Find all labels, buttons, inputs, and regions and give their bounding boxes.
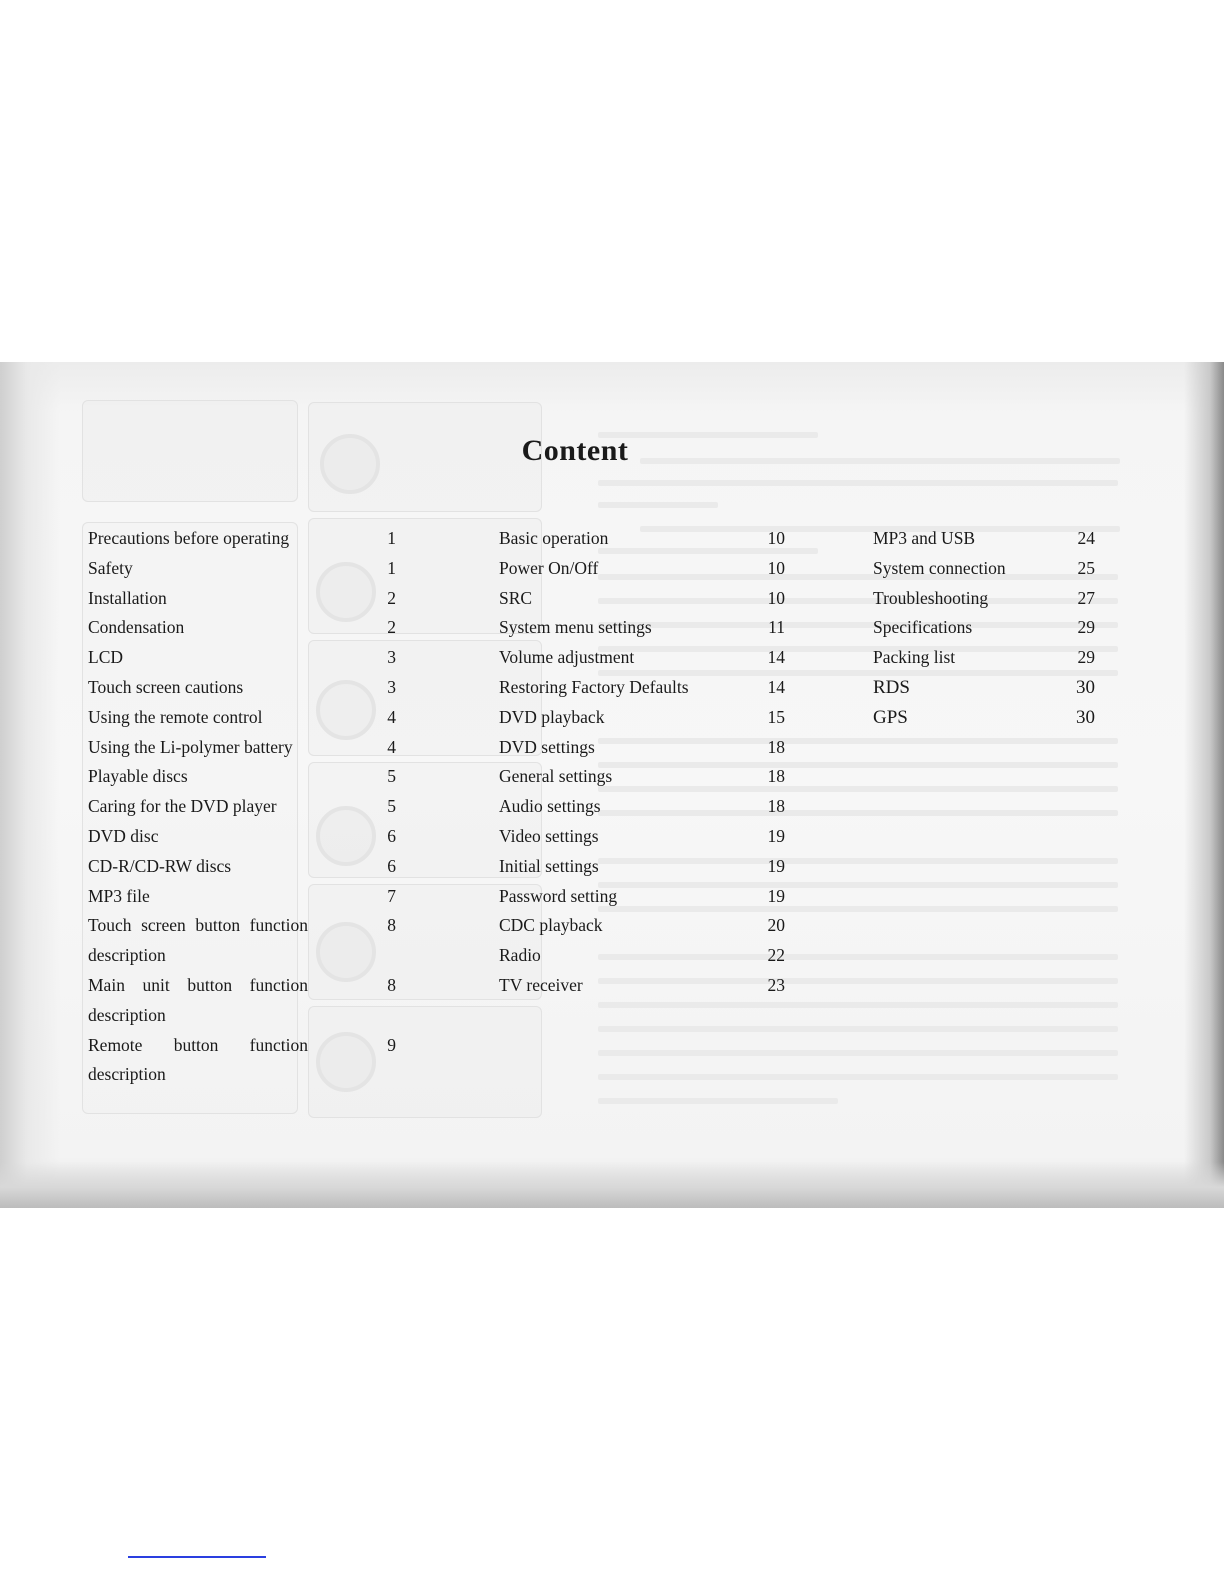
toc-entry[interactable]: [873, 584, 1095, 614]
toc-entry-page: 18: [767, 796, 785, 817]
toc-entry-label: System connection: [873, 557, 1006, 578]
toc-entry-label: Basic operation: [499, 528, 609, 548]
toc-entry-page: 9: [387, 1034, 396, 1055]
toc-entry-page: 14: [767, 676, 785, 697]
toc-entry-page: 3: [387, 676, 396, 697]
toc-entry-page: 30: [1076, 706, 1095, 728]
toc-entry-page: 1: [387, 557, 396, 578]
page-right-shadow: [1184, 362, 1224, 1208]
toc-entry-word: function: [249, 915, 308, 936]
toc-entry[interactable]: [88, 852, 408, 882]
toc-entry-label: Playable discs: [88, 766, 188, 787]
toc-entry-label: Volume adjustment: [499, 647, 635, 668]
toc-entry-label: [88, 911, 308, 941]
toc-entry-page: 18: [767, 736, 785, 757]
toc-entry-page: 29: [1077, 617, 1095, 638]
toc-entry-word: screen: [141, 915, 186, 936]
toc-entry-word: unit: [142, 974, 170, 995]
toc-entry-label: System menu settings: [499, 617, 652, 638]
toc-entry[interactable]: [88, 584, 408, 614]
toc-entry-label: Packing list: [873, 647, 956, 668]
toc-column-right: [873, 524, 1095, 733]
toc-entry[interactable]: [873, 673, 1095, 703]
toc-entry-label: Password setting: [499, 885, 618, 906]
toc-entry[interactable]: [88, 673, 408, 703]
toc-entry-page: 6: [387, 855, 396, 876]
toc-entry-label: Touch screen cautions: [88, 676, 244, 697]
toc-entry-label: TV receiver: [499, 974, 583, 995]
bleed-through-text: [598, 1074, 1118, 1080]
toc-entry-page: 30: [1076, 676, 1095, 698]
toc-entry-page: 23: [767, 974, 785, 995]
toc-entry-label: Specifications: [873, 617, 973, 638]
toc-entry[interactable]: [873, 524, 1095, 554]
toc-entry-label: [88, 971, 308, 1001]
toc-entry-label: Restoring Factory Defaults: [499, 676, 689, 697]
toc-entry-page: 10: [767, 528, 785, 548]
toc-entry-word: button: [187, 974, 233, 995]
toc-entry-label: description: [88, 1004, 166, 1025]
toc-entry-word: function: [249, 1034, 308, 1055]
bleed-through-text: [598, 1026, 1118, 1032]
toc-entry-label: MP3 file: [88, 885, 150, 906]
toc-entry[interactable]: [88, 882, 408, 912]
toc-entry-page: 19: [767, 825, 785, 846]
toc-entry-page: 22: [767, 945, 785, 966]
toc-entry-page: 8: [387, 915, 396, 936]
toc-entry-label: Troubleshooting: [873, 587, 989, 608]
toc-entry[interactable]: [499, 941, 795, 971]
toc-entry[interactable]: [499, 524, 795, 554]
toc-entry-page: 3: [387, 647, 396, 668]
toc-entry-continuation[interactable]: [88, 941, 408, 971]
toc-entry[interactable]: [873, 554, 1095, 584]
toc-entry[interactable]: [499, 792, 795, 822]
toc-entry-label: GPS: [873, 706, 908, 728]
toc-entry-label: General settings: [499, 766, 613, 787]
page-bottom-shadow: [0, 1162, 1224, 1208]
toc-entry-label: DVD playback: [499, 706, 605, 727]
toc-entry[interactable]: [88, 1031, 408, 1061]
toc-entry[interactable]: [499, 643, 795, 673]
toc-entry-page: 5: [387, 766, 396, 787]
toc-entry-continuation[interactable]: [88, 1060, 408, 1090]
toc-entry-page: 7: [387, 885, 396, 906]
page-left-shadow: [0, 362, 60, 1208]
toc-entry[interactable]: [499, 673, 795, 703]
page-title: Content: [521, 434, 629, 467]
toc-entry[interactable]: [88, 643, 408, 673]
toc-entry-label: CDC playback: [499, 915, 603, 936]
toc-entry[interactable]: [88, 613, 408, 643]
toc-entry-label: Using the remote control: [88, 706, 263, 727]
toc-entry[interactable]: [873, 643, 1095, 673]
toc-entry-continuation[interactable]: [88, 1001, 408, 1031]
toc-entry[interactable]: [88, 554, 408, 584]
toc-entry[interactable]: [88, 703, 408, 733]
toc-entry-label: Audio settings: [499, 796, 601, 817]
bleed-through-text: [598, 1050, 1118, 1056]
toc-entry-label: RDS: [873, 676, 910, 698]
toc-entry-page: 15: [767, 706, 785, 727]
toc-entry-label: MP3 and USB: [873, 528, 976, 548]
toc-entry-word: Main: [88, 974, 125, 995]
bleed-through-text: [598, 1002, 1118, 1008]
toc-entry-label: [88, 1031, 308, 1061]
toc-entry-page: 29: [1077, 647, 1095, 668]
toc-entry-page: 19: [767, 855, 785, 876]
toc-entry[interactable]: [499, 584, 795, 614]
toc-entry[interactable]: [88, 762, 408, 792]
toc-entry-page: 1: [387, 528, 396, 548]
toc-entry-word: function: [249, 974, 308, 995]
toc-entry-label: Using the Li-polymer battery: [88, 736, 293, 757]
toc-entry-page: 4: [387, 706, 396, 727]
toc-entry[interactable]: [499, 822, 795, 852]
toc-entry[interactable]: [88, 524, 408, 554]
toc-entry[interactable]: [499, 554, 795, 584]
toc-entry[interactable]: [499, 971, 795, 1001]
toc-entry-page: 11: [768, 617, 785, 638]
toc-entry-page: 8: [387, 974, 396, 995]
toc-entry-label: Initial settings: [499, 855, 599, 876]
toc-entry-label: CD-R/CD-RW discs: [88, 855, 232, 876]
toc-entry-label: DVD settings: [499, 736, 595, 757]
toc-entry-page: 25: [1077, 557, 1095, 578]
toc-entry-page: 10: [767, 587, 785, 608]
toc-entry-page: 19: [767, 885, 785, 906]
toc-entry-word: button: [173, 1034, 219, 1055]
toc-column-left: [88, 524, 408, 1090]
toc-entry-label: Radio: [499, 945, 541, 966]
toc-entry-page: 2: [387, 587, 396, 608]
bleed-through-box: [82, 400, 298, 502]
toc-entry-label: Precautions before operating: [88, 528, 290, 548]
toc-entry[interactable]: [88, 911, 408, 941]
toc-entry-page: 14: [767, 647, 785, 668]
toc-entry[interactable]: [499, 852, 795, 882]
toc-entry[interactable]: [499, 613, 795, 643]
toc-entry[interactable]: [499, 911, 795, 941]
bleed-through-text: [598, 1098, 838, 1104]
prohibition-icon: [320, 434, 380, 494]
toc-entry-word: Remote: [88, 1034, 143, 1055]
footer-underline: [128, 1556, 266, 1558]
toc-entry-label: Video settings: [499, 825, 599, 846]
toc-entry-label: SRC: [499, 587, 533, 608]
toc-entry-word: Touch: [88, 915, 132, 936]
toc-entry-page: 4: [387, 736, 396, 757]
toc-entry-label: DVD disc: [88, 825, 159, 846]
toc-entry[interactable]: [499, 703, 795, 733]
toc-entry-label: Caring for the DVD player: [88, 796, 277, 817]
bleed-through-text: [598, 502, 718, 508]
toc-entry-label: Power On/Off: [499, 557, 599, 578]
toc-entry-page: 5: [387, 796, 396, 817]
toc-entry-label: description: [88, 945, 166, 966]
bleed-through-text: [598, 480, 1118, 486]
toc-entry-word: button: [195, 915, 241, 936]
toc-entry[interactable]: [88, 792, 408, 822]
toc-entry-page: 27: [1077, 587, 1095, 608]
bleed-through-text: [640, 458, 1120, 464]
toc-column-middle: [499, 524, 795, 1001]
toc-entry[interactable]: [88, 733, 408, 763]
toc-entry-label: LCD: [88, 647, 123, 668]
toc-entry-label: description: [88, 1064, 166, 1085]
toc-entry[interactable]: [88, 971, 408, 1001]
toc-entry[interactable]: [499, 733, 795, 763]
toc-entry[interactable]: [873, 703, 1095, 733]
toc-entry-label: Installation: [88, 587, 167, 608]
toc-entry[interactable]: [88, 822, 408, 852]
toc-entry-page: 6: [387, 825, 396, 846]
toc-entry-page: 2: [387, 617, 396, 638]
toc-entry-page: 18: [767, 766, 785, 787]
toc-entry-label: Condensation: [88, 617, 185, 638]
toc-entry[interactable]: [499, 762, 795, 792]
toc-entry-page: 10: [767, 557, 785, 578]
toc-entry-page: 20: [767, 915, 785, 936]
toc-entry-page: 24: [1077, 528, 1095, 548]
toc-entry-label: Safety: [88, 557, 133, 578]
toc-entry[interactable]: [499, 882, 795, 912]
toc-entry[interactable]: [873, 613, 1095, 643]
